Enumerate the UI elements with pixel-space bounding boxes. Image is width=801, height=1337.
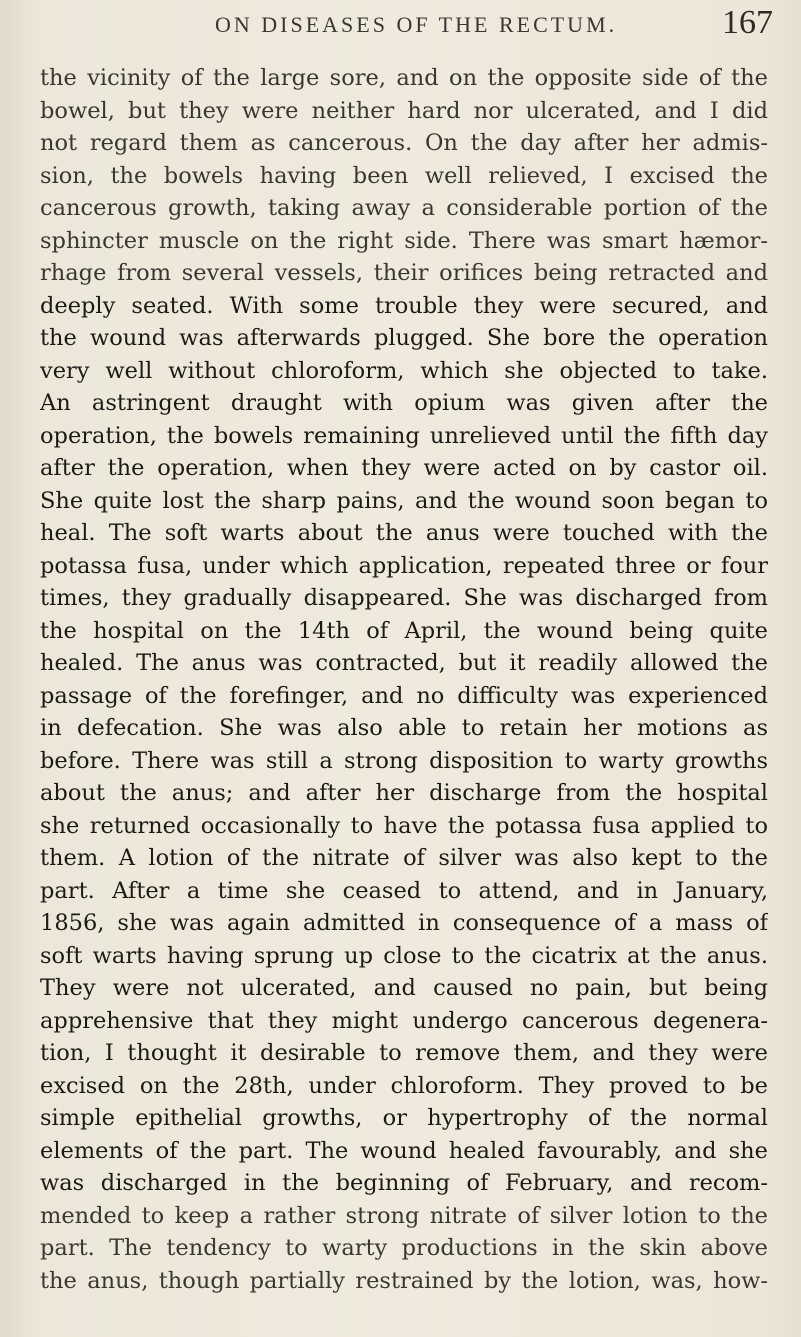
page-number: 167 [722,4,773,41]
body-text [40,62,768,1297]
text-line: potassa fusa, under which application, repeated three or four [40,552,768,579]
text-line: elements of the part. The wound healed favourably, and she [40,1137,768,1164]
text-line: she returned occasionally to have the potassa fusa applied to [40,812,768,839]
text-line: in defecation. She was also able to retain her motions as [40,715,768,741]
text-line: cancerous growth, taking away a considerable portion of the [40,195,768,221]
text-line: was discharged in the beginning of February, and recom- [40,1170,768,1196]
text-line: sphincter muscle on the right side. There was smart hæmor- [40,227,768,254]
text-line: deeply seated. With some trouble they were secured, and [40,292,768,319]
text-line: heal. The soft warts about the anus were touched with the [40,520,768,546]
text-line: mended to keep a rather strong nitrate of silver lotion to the [40,1202,768,1229]
text-line: part. The tendency to warty productions in the skin above [40,1235,768,1261]
text-line: bowel, but they were neither hard nor ulcerated, and I did [40,97,768,124]
text-line: passage of the forefinger, and no difficulty was experienced [40,682,768,709]
text-line: 1856, she was again admitted in consequence of a mass of [40,910,768,936]
text-line: healed. The anus was contracted, but it readily allowed the [40,650,768,676]
text-line: sion, the bowels having been well relieved, I excised the [40,162,768,189]
text-line: about the anus; and after her discharge from the hospital [40,780,768,806]
text-line: soft warts having sprung up close to the cicatrix at the anus. [40,942,768,969]
text-line: the vicinity of the large sore, and on the opposite side of the [40,65,768,91]
text-line: operation, the bowels remaining unrelieved until the fifth day [40,422,768,449]
running-head: ON DISEASES OF THE RECTUM. [215,12,618,37]
text-line: part. After a time she ceased to attend, and in January, [40,877,768,904]
text-line: the hospital on the 14th of April, the wound being quite [40,617,768,644]
text-line: tion, I thought it desirable to remove them, and they were [40,1040,768,1066]
text-line: the wound was afterwards plugged. She bore the operation [40,325,768,351]
text-line: not regard them as cancerous. On the day after her admis- [40,130,768,156]
text-line: She quite lost the sharp pains, and the wound soon began to [40,487,768,514]
text-line: before. There was still a strong disposition to warty growths [40,747,768,774]
text-line: excised on the 28th, under chloroform. They proved to be [40,1072,768,1099]
text-line: very well without chloroform, which she objected to take. [40,357,768,384]
text-line: apprehensive that they might undergo cancerous degenera- [40,1007,768,1034]
text-line: rhage from several vessels, their orifices being retracted and [40,260,768,286]
text-line: the anus, though partially restrained by the lotion, was, how- [40,1267,768,1294]
page-header [0,4,801,60]
text-line: They were not ulcerated, and caused no pain, but being [40,975,768,1001]
text-line: them. A lotion of the nitrate of silver was also kept to the [40,845,768,871]
text-line: An astringent draught with opium was given after the [40,390,768,416]
text-line: simple epithelial growths, or hypertrophy of the normal [40,1105,768,1131]
text-line: after the operation, when they were acted on by castor oil. [40,455,768,481]
text-line: times, they gradually disappeared. She was discharged from [40,585,768,611]
